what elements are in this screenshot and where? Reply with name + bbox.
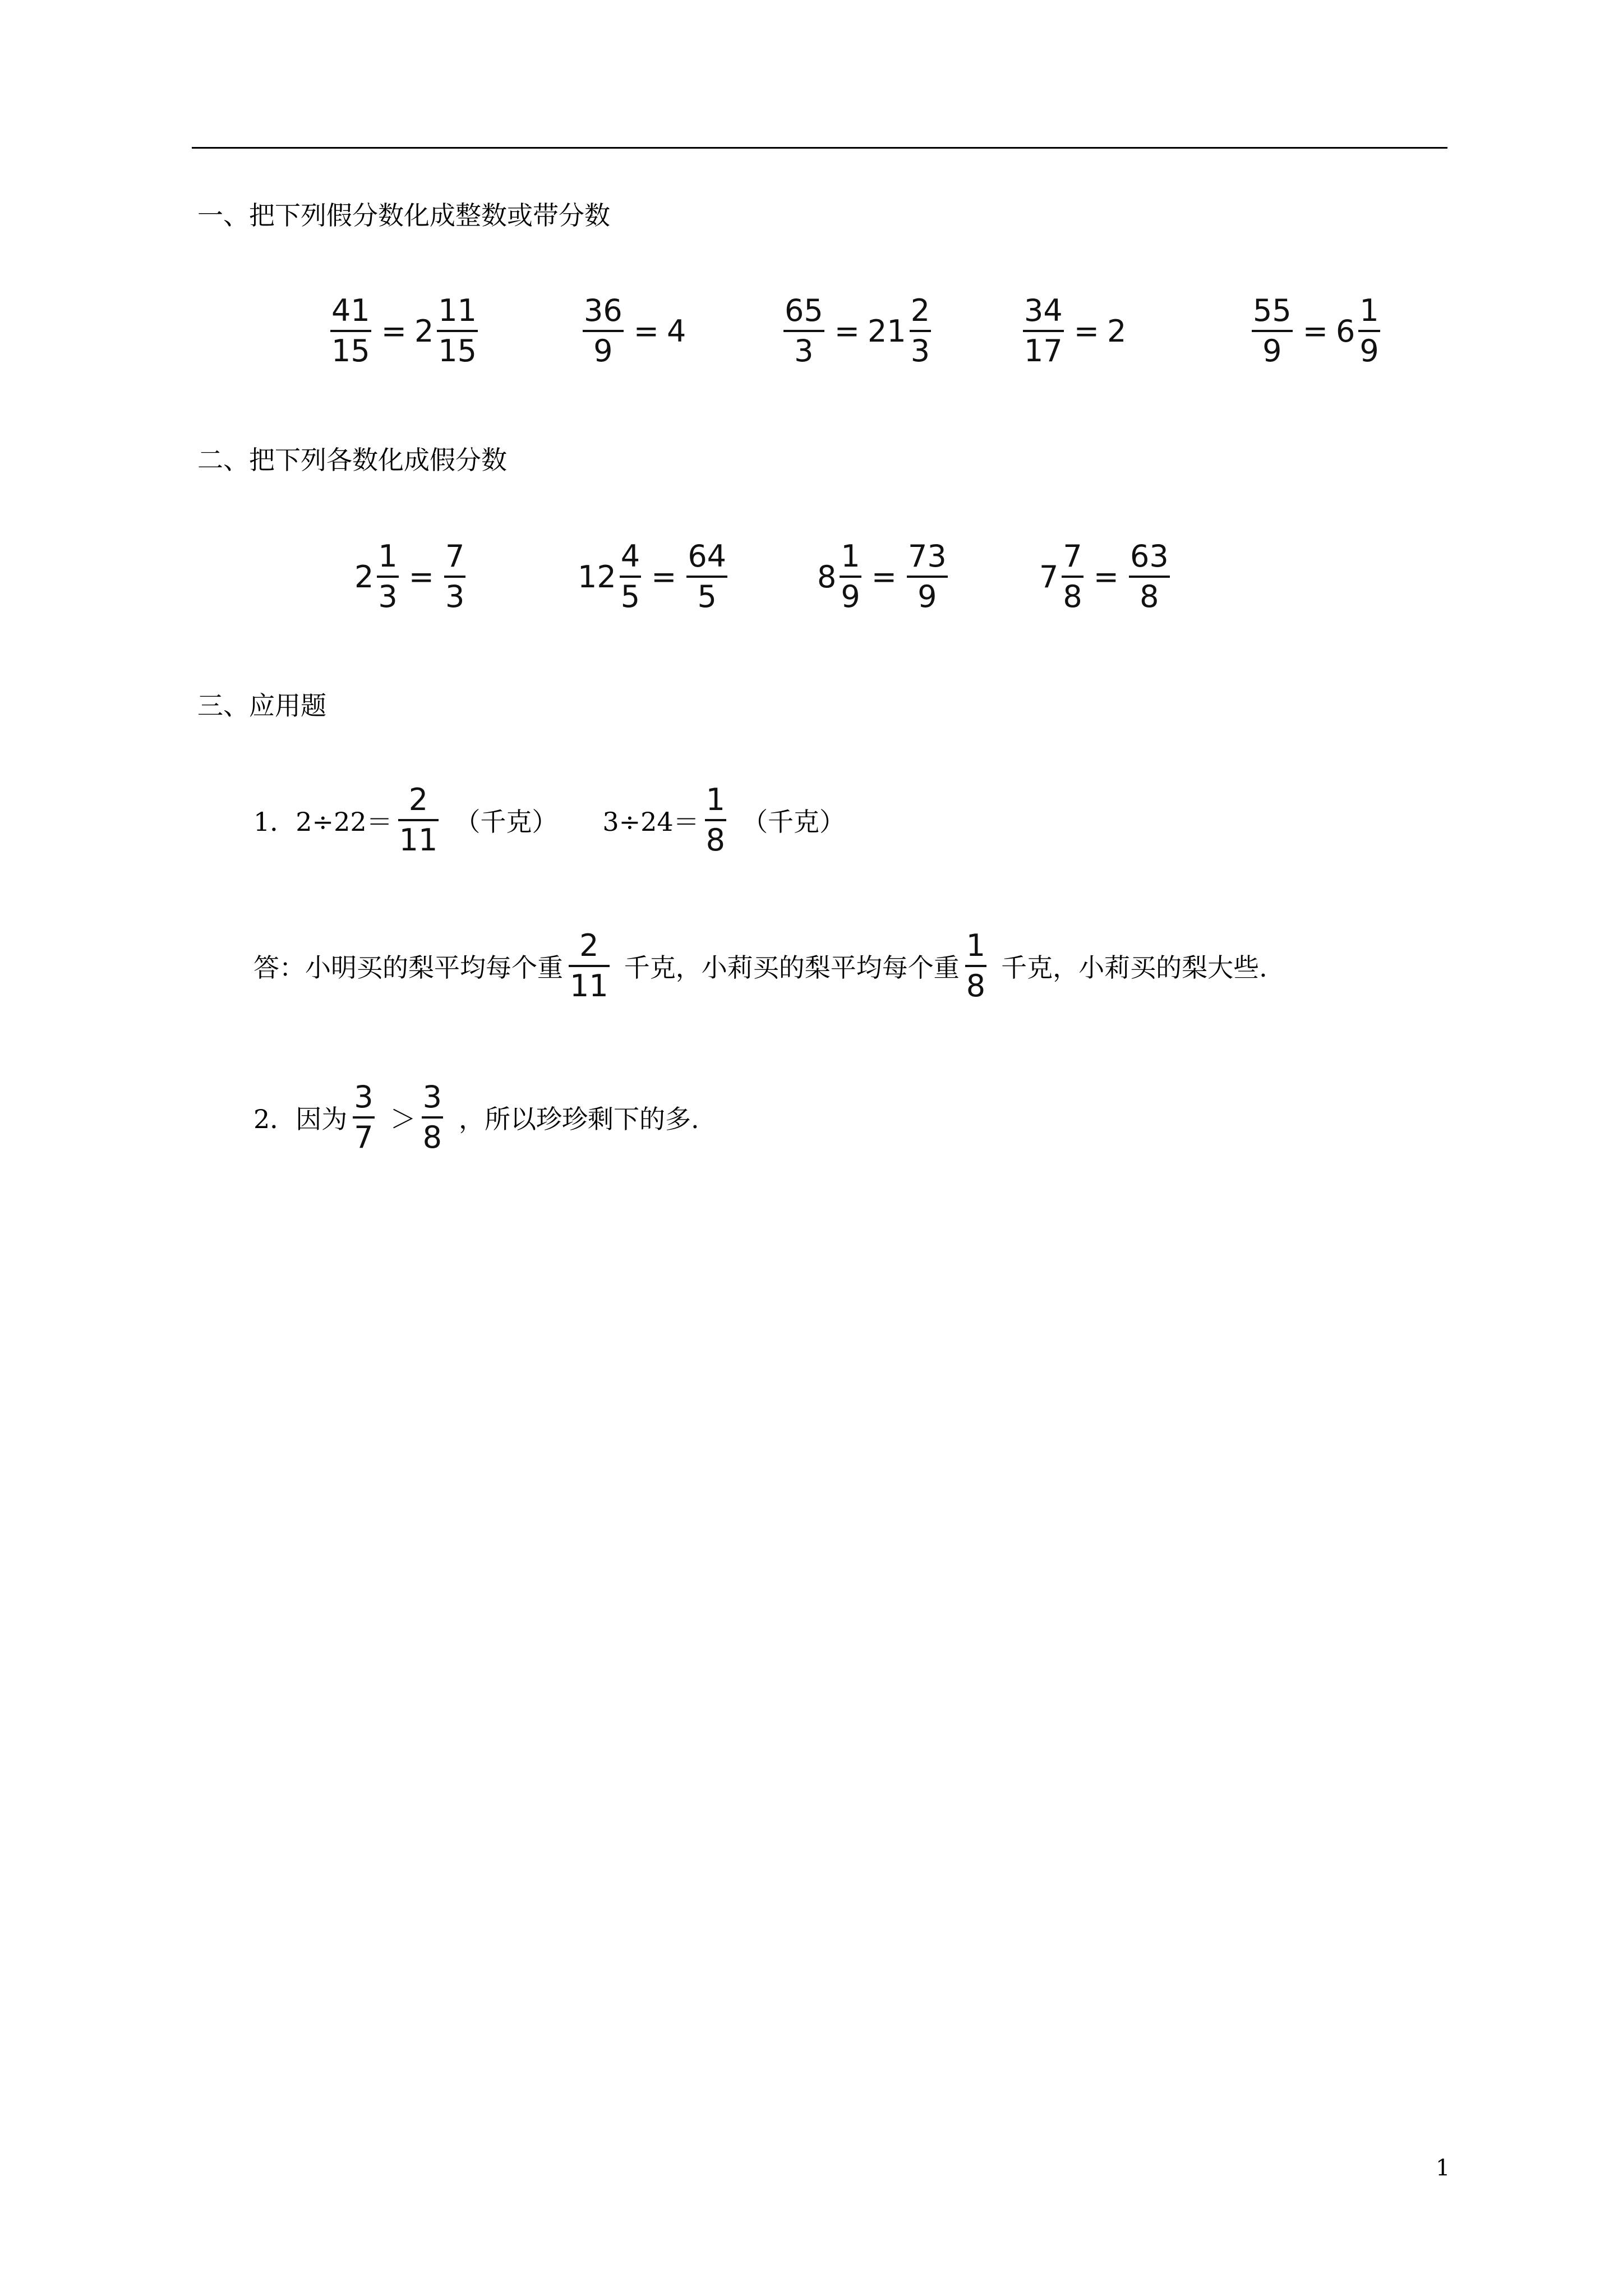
mixed-fraction: $\frac{1}{3}$	[378, 539, 398, 614]
improper-fraction: $\frac{65}{3}$	[785, 293, 823, 369]
improper-fraction: $\frac{55}{9}$	[1253, 293, 1292, 369]
result-fraction: $\frac{73}{9}$	[907, 539, 947, 614]
fraction: $\frac{3}{7}$	[354, 1079, 374, 1155]
mixed-fraction: $\frac{4}{5}$	[620, 539, 640, 614]
section-2-item-4: 7 $\frac{7}{8}$ = $\frac{63}{8}$	[1039, 537, 1172, 616]
result-fraction: $\frac{63}{8}$	[1129, 539, 1169, 614]
section-1-item-3: $\frac{65}{3}$ = 21 $\frac{2}{3}$	[781, 292, 933, 370]
result-fraction: $\frac{1}{9}$	[1359, 293, 1379, 369]
section-1-item-2: $\frac{36}{9}$ = 4	[580, 292, 687, 370]
question-2: 2．因为 $\frac{3}{7}$ ＞ $\frac{3}{8}$ ，所以珍珍剩下的多.	[253, 1078, 699, 1157]
improper-fraction: $\frac{36}{9}$	[584, 293, 623, 369]
fraction: $\frac{1}{8}$	[966, 928, 986, 1004]
improper-fraction: $\frac{34}{17}$	[1024, 293, 1063, 369]
section-1-item-4: $\frac{34}{17}$ = 2	[1021, 292, 1127, 370]
mixed-fraction: $\frac{7}{8}$	[1063, 539, 1082, 614]
fraction: $\frac{2}{11}$	[399, 782, 438, 858]
result-fraction: $\frac{64}{5}$	[688, 539, 727, 614]
improper-fraction: $\frac{41}{15}$	[331, 293, 370, 369]
header-rule	[192, 147, 1447, 149]
section-2-item-2: 12 $\frac{4}{5}$ = $\frac{64}{5}$	[578, 537, 730, 616]
result-fraction: $\frac{7}{3}$	[445, 539, 465, 614]
section-1-title: 一、把下列假分数化成整数或带分数	[197, 200, 610, 231]
mixed-fraction: $\frac{1}{9}$	[841, 539, 860, 614]
section-1-item-5: $\frac{55}{9}$ = 6 $\frac{1}{9}$	[1249, 292, 1382, 370]
section-2-item-1: 2 $\frac{1}{3}$ = $\frac{7}{3}$	[354, 537, 468, 616]
fraction: $\frac{3}{8}$	[422, 1079, 442, 1155]
fraction: $\frac{2}{11}$	[570, 928, 608, 1004]
result-fraction: $\frac{11}{15}$	[438, 293, 477, 369]
answer-1: 答：小明买的梨平均每个重 $\frac{2}{11}$ 千克，小莉买的梨平均每个重 $\frac{1}{8}$ 千克，小莉买的梨大些.	[253, 927, 1267, 1005]
question-1: 1．2÷22＝ $\frac{2}{11}$ （千克） 3÷24＝ $\frac{1}{8}$ （千克）	[253, 781, 845, 859]
section-1-item-1: $\frac{41}{15}$ = 2 $\frac{11}{15}$	[328, 292, 480, 370]
section-2-title: 二、把下列各数化成假分数	[197, 445, 507, 475]
section-3-title: 三、应用题	[197, 691, 326, 721]
section-2-item-3: 8 $\frac{1}{9}$ = $\frac{73}{9}$	[817, 537, 950, 616]
fraction: $\frac{1}{8}$	[706, 782, 726, 858]
page-number: 1	[1436, 2155, 1450, 2181]
result-fraction: $\frac{2}{3}$	[910, 293, 930, 369]
